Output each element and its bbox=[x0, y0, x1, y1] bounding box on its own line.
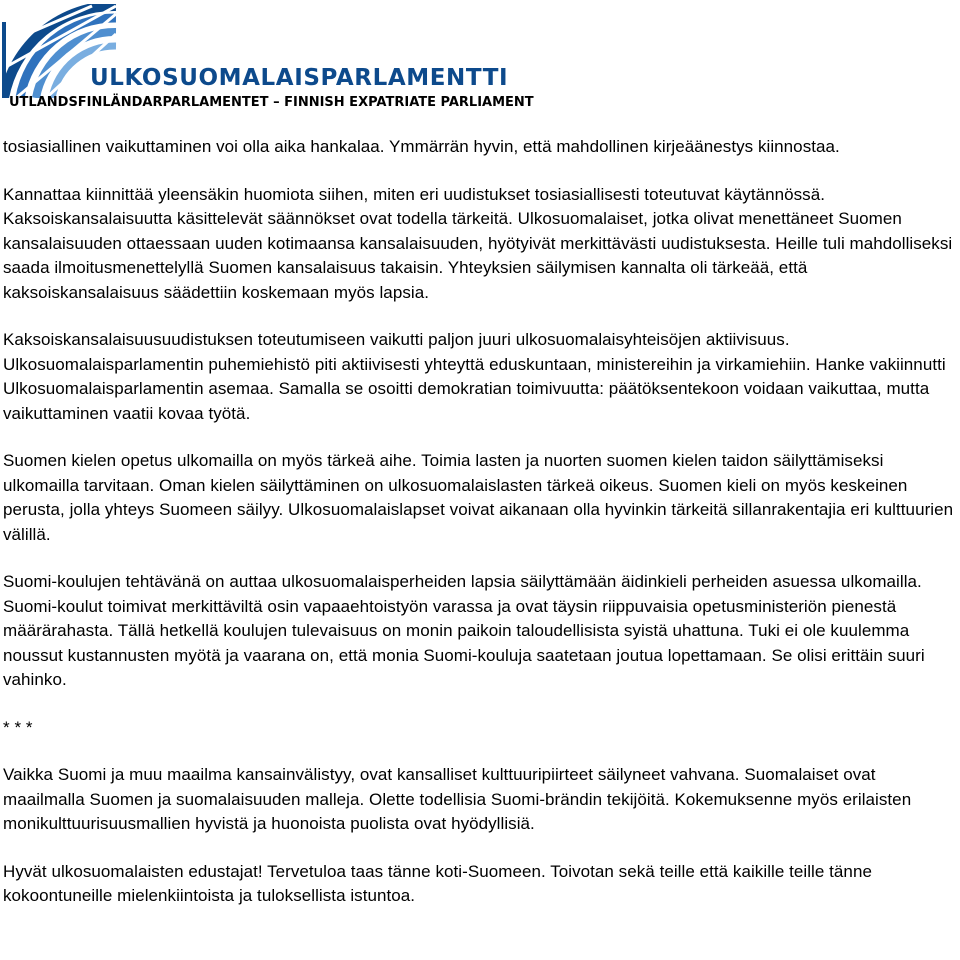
paragraph: Hyvät ulkosuomalaisten edustajat! Tervetuloa taas tänne koti-Suomeen. Toivotan sekä teille että kaikille teille tänne kokoontuneille mielenkiintoista ja tuloksellista istuntoa. bbox=[3, 861, 872, 905]
paragraph: tosiasiallinen vaikuttaminen voi olla aika hankalaa. Ymmärrän hyvin, että mahdollinen kirjeäänestys kiinnostaa. bbox=[3, 137, 840, 156]
paragraph: Kaksoiskansalaisuusuudistuksen toteutumiseen vaikutti paljon juuri ulkosuomalaisyhteisöjen aktiivisuus. Ulkosuomalaisparlamentin puhemiehistö piti aktiivisesti yhteyttä eduskuntaan, ministereihin ja virkamiehiin. Hanke vakiinnutti Ulkosuomalaisparlamentin asemaa. Samalla se osoitti demokratian toimivuutta: päätöksentekoon voidaan vaikuttaa, mutta vaikuttaminen vaatii kovaa työtä. bbox=[3, 330, 946, 423]
section-separator: * * * bbox=[3, 717, 33, 737]
paragraph: Vaikka Suomi ja muu maailma kansainvälistyy, ovat kansalliset kulttuuripiirteet säilyneet vahvana. Suomalaiset ovat maailmalla Suomen ja suomalaisuuden malleja. Olette todellisia Suomi-brändin tekijöitä. Kokemuksenne myös erilaisten monikulttuurisuusmallien hyvistä ja huonoista puolista ovat hyödyllisiä. bbox=[3, 765, 912, 833]
organization-subtitle: UTLANDSFINLÄNDARPARLAMENTET – FINNISH EXPATRIATE PARLIAMENT bbox=[9, 95, 534, 110]
paragraph: Suomen kielen opetus ulkomailla on myös tärkeä aihe. Toimia lasten ja nuorten suomen kielen taidon säilyttämiseksi ulkomailla tarvitaan. Oman kielen säilyttäminen on ulkosuomalaislasten tärkeä oikeus. Suomen kieli on myös keskeinen perusta, jolla yhteys Suomeen säilyy. Ulkosuomalaislapset voivat aikanaan olla hyvinkin tärkeitä sillanrakentajia eri kulttuurien välillä. bbox=[3, 451, 954, 544]
paragraph: Kannattaa kiinnittää yleensäkin huomiota siihen, miten eri uudistukset tosiasiallisesti toteutuvat käytännössä. Kaksoiskansalaisuutta käsittelevät säännökset ovat todella tärkeitä. Ulkosuomalaiset, jotka olivat menettäneet Suomen kansalaisuuden ottaessaan uuden kotimaansa kansalaisuuden, hyötyivät merkittävästi uudistuksesta. Heille tuli mahdolliseksi saada ilmoitusmenettelyllä Suomen kansalaisuus takaisin. Yhteyksien säilymisen kannalta oli tärkeää, että kaksoiskansalaisuus säädettiin koskemaan myös lapsia. bbox=[3, 184, 953, 302]
organization-title: ULKOSUOMALAISPARLAMENTTI bbox=[90, 65, 509, 91]
page-header bbox=[0, 0, 960, 120]
document-body bbox=[3, 135, 955, 932]
paragraph: Suomi-koulujen tehtävänä on auttaa ulkosuomalaisperheiden lapsia säilyttämään äidinkieli perheiden asuessa ulkomailla. Suomi-koulut toimivat merkittäviltä osin vapaaehtoistyön varassa ja ovat täysin riippuvaisia opetusministeriön pienestä määrärahasta. Tällä hetkellä koulujen tulevaisuus on monin paikoin taloudellisista syistä uhattuna. Tuki ei ole kuulemma noussut kustannusten myötä ja vaarana on, että monia Suomi-kouluja saatetaan joutua lopettamaan. Se olisi erittäin suuri vahinko. bbox=[3, 572, 925, 689]
